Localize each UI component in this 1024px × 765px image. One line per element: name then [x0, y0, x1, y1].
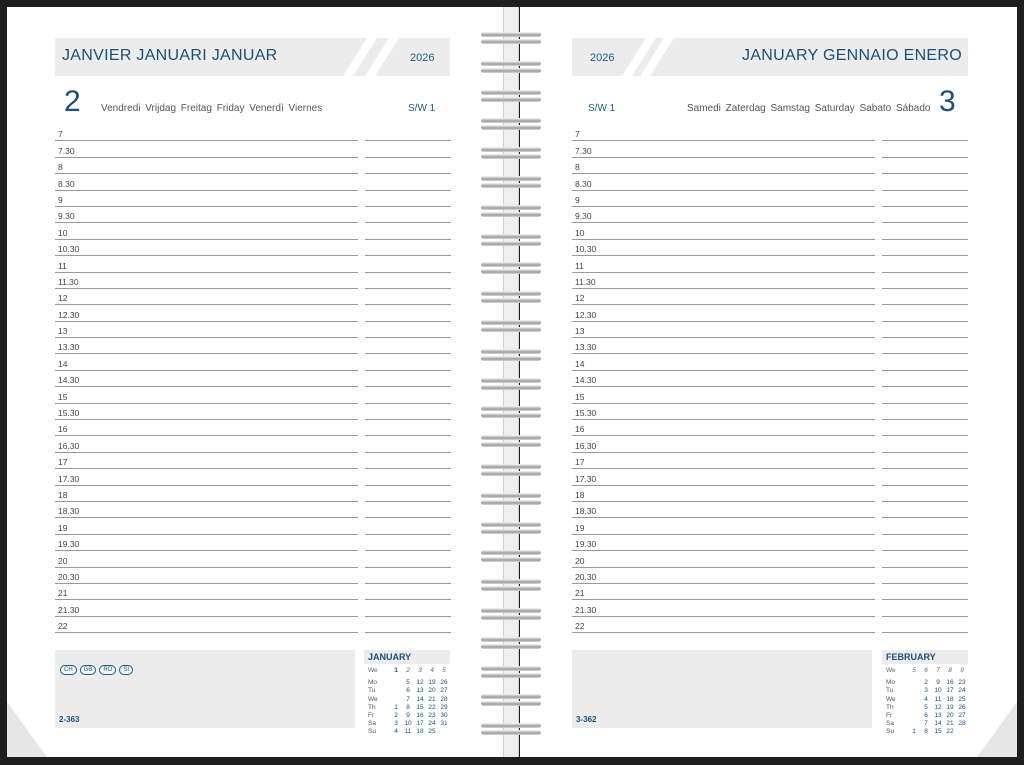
- time-label: 10.30: [58, 244, 80, 255]
- week-number: 2: [406, 667, 410, 674]
- time-label: 10.30: [575, 244, 597, 255]
- time-label: 12.30: [58, 309, 80, 320]
- spiral-ring: [481, 90, 541, 106]
- time-slot[interactable]: [55, 158, 451, 174]
- time-slot[interactable]: [572, 436, 968, 452]
- left-page-ref: 2-363: [59, 715, 80, 724]
- time-slot[interactable]: [572, 256, 968, 272]
- calendar-date: [956, 728, 968, 736]
- week-number-row: [364, 667, 450, 675]
- calendar-date[interactable]: 8: [406, 703, 410, 711]
- time-slot[interactable]: [572, 273, 968, 289]
- left-page-corner: [7, 702, 47, 757]
- time-slot[interactable]: [55, 436, 451, 452]
- time-label: 17: [58, 457, 68, 468]
- time-label: 22: [58, 621, 68, 632]
- spiral-ring: [481, 550, 541, 566]
- calendar-date: [908, 679, 920, 687]
- calendar-date[interactable]: 4: [924, 695, 928, 703]
- time-label: 8.30: [58, 178, 75, 189]
- time-slot[interactable]: [55, 289, 451, 305]
- time-slot[interactable]: [55, 223, 451, 239]
- time-label: 13.30: [58, 342, 80, 353]
- time-slot[interactable]: [55, 469, 451, 485]
- week-number: 6: [924, 667, 928, 674]
- calendar-date[interactable]: 26: [958, 703, 966, 711]
- calendar-date[interactable]: 6: [406, 687, 410, 695]
- calendar-day-row: [364, 720, 450, 728]
- calendar-date[interactable]: 18: [946, 695, 954, 703]
- time-slot[interactable]: [572, 223, 968, 239]
- calendar-date[interactable]: 4: [394, 728, 398, 736]
- time-label: 9: [575, 194, 580, 205]
- time-label: 18.30: [58, 506, 80, 517]
- time-slot[interactable]: [55, 371, 451, 387]
- spiral-ring: [481, 608, 541, 624]
- calendar-day-row: [364, 704, 450, 712]
- spiral-ring: [481, 147, 541, 163]
- time-label: 19: [58, 522, 68, 533]
- time-label: 11.30: [58, 276, 79, 287]
- spiral-ring: [481, 378, 541, 394]
- calendar-day-row: [882, 712, 968, 720]
- weekday-label: Sa: [886, 720, 894, 728]
- calendar-date[interactable]: 5: [406, 679, 410, 687]
- calendar-date[interactable]: 15: [934, 728, 942, 736]
- january-mini-calendar: [364, 650, 450, 736]
- spiral-ring: [481, 435, 541, 451]
- time-label: 13: [575, 326, 585, 337]
- calendar-date[interactable]: 17: [416, 720, 424, 728]
- time-label: 13: [58, 326, 68, 337]
- time-label: 15.30: [58, 408, 80, 419]
- time-slot[interactable]: [55, 600, 451, 616]
- time-label: 7.30: [575, 145, 592, 156]
- time-slot[interactable]: [572, 338, 968, 354]
- calendar-date[interactable]: 3: [394, 720, 398, 728]
- time-label: 15.30: [575, 408, 597, 419]
- time-label: 8.30: [575, 178, 592, 189]
- time-slot[interactable]: [55, 174, 451, 190]
- calendar-day-row: [364, 687, 450, 695]
- spiral-ring: [481, 176, 541, 192]
- calendar-date[interactable]: 9: [936, 679, 940, 687]
- time-label: 12: [575, 293, 585, 304]
- time-label: 10: [58, 227, 68, 238]
- week-label: We: [886, 667, 896, 674]
- calendar-date[interactable]: 18: [416, 728, 424, 736]
- week-number: 5: [912, 667, 916, 674]
- week-label: We: [368, 667, 378, 674]
- time-slot[interactable]: [572, 486, 968, 502]
- time-label: 11: [58, 260, 67, 271]
- time-slot[interactable]: [572, 617, 968, 633]
- calendar-date: [908, 687, 920, 695]
- calendar-day-row: [882, 696, 968, 704]
- calendar-day-row: [364, 696, 450, 704]
- time-slot[interactable]: [572, 387, 968, 403]
- calendar-date[interactable]: 23: [428, 711, 436, 719]
- time-slot[interactable]: [572, 158, 968, 174]
- spiral-ring: [481, 723, 541, 739]
- calendar-date[interactable]: 6: [924, 711, 928, 719]
- left-time-slots: [55, 125, 451, 633]
- calendar-date[interactable]: 23: [958, 679, 966, 687]
- time-slot[interactable]: [572, 469, 968, 485]
- time-label: 18: [58, 489, 68, 500]
- time-label: 14.30: [575, 375, 597, 386]
- weekday-label: We: [368, 695, 378, 703]
- right-month-title: JANUARY GENNAIO ENERO: [742, 47, 962, 64]
- left-day-names: Vendredi Vrijdag Freitag Friday Venerdì Viernes: [101, 103, 323, 114]
- left-day-number: 2: [64, 85, 81, 118]
- time-label: 9: [58, 194, 63, 205]
- calendar-date[interactable]: 12: [416, 679, 424, 687]
- time-slot[interactable]: [55, 486, 451, 502]
- calendar-date[interactable]: 29: [440, 703, 448, 711]
- time-slot[interactable]: [572, 141, 968, 157]
- calendar-date[interactable]: 10: [934, 687, 942, 695]
- week-number: 8: [948, 667, 952, 674]
- flag-ro: RO: [99, 665, 116, 675]
- time-label: 19: [575, 522, 585, 533]
- time-slot[interactable]: [55, 207, 451, 223]
- weekday-label: Th: [368, 703, 376, 711]
- right-time-slots: [572, 125, 968, 633]
- time-slot[interactable]: [55, 551, 451, 567]
- calendar-date[interactable]: 16: [946, 679, 954, 687]
- flag-ch: CH: [60, 665, 77, 675]
- time-slot[interactable]: [572, 518, 968, 534]
- calendar-date: [908, 696, 920, 704]
- spiral-ring: [481, 666, 541, 682]
- right-day-names: Samedi Zaterdag Samstag Saturday Sabato Sábado: [687, 103, 931, 114]
- time-slot[interactable]: [572, 371, 968, 387]
- left-week-label: S/W 1: [408, 103, 436, 114]
- time-slot[interactable]: [55, 141, 451, 157]
- holiday-flags: [60, 658, 136, 676]
- calendar-date[interactable]: 25: [428, 728, 436, 736]
- calendar-date: [390, 687, 402, 695]
- spiral-binding: [477, 0, 547, 765]
- calendar-date[interactable]: 19: [946, 703, 954, 711]
- weekday-label: Su: [886, 728, 894, 736]
- calendar-day-row: [882, 679, 968, 687]
- time-slot[interactable]: [572, 289, 968, 305]
- time-label: 10: [575, 227, 585, 238]
- right-page-corner: [977, 702, 1017, 757]
- time-label: 16.30: [58, 440, 80, 451]
- week-number: 4: [430, 667, 434, 674]
- time-label: 16: [575, 424, 585, 435]
- weekday-label: Fr: [886, 711, 893, 719]
- calendar-date[interactable]: 7: [406, 695, 410, 703]
- time-label: 12.30: [575, 309, 597, 320]
- calendar-date[interactable]: 21: [428, 695, 436, 703]
- left-page: [7, 7, 504, 757]
- spiral-ring: [481, 32, 541, 48]
- time-label: 7: [575, 129, 580, 140]
- calendar-date[interactable]: 13: [934, 711, 942, 719]
- calendar-date[interactable]: 31: [440, 720, 448, 728]
- flag-si: SI: [119, 665, 133, 675]
- time-slot[interactable]: [55, 518, 451, 534]
- calendar-date[interactable]: 20: [428, 687, 436, 695]
- spiral-ring: [481, 118, 541, 134]
- time-slot[interactable]: [572, 207, 968, 223]
- spiral-ring: [481, 522, 541, 538]
- calendar-day-row: [882, 728, 968, 736]
- spiral-ring: [481, 262, 541, 278]
- spiral-ring: [481, 579, 541, 595]
- time-slot[interactable]: [55, 502, 451, 518]
- spiral-ring: [481, 291, 541, 307]
- time-label: 15: [58, 391, 68, 402]
- time-label: 20: [575, 555, 585, 566]
- time-slot[interactable]: [572, 535, 968, 551]
- weekday-label: Su: [368, 728, 376, 736]
- time-label: 15: [575, 391, 585, 402]
- spiral-ring: [481, 205, 541, 221]
- calendar-date[interactable]: 28: [958, 720, 966, 728]
- time-slot[interactable]: [55, 338, 451, 354]
- flag-gb: GB: [80, 665, 97, 675]
- weekday-label: Mo: [368, 679, 378, 687]
- calendar-date[interactable]: 9: [406, 711, 410, 719]
- spiral-ring: [481, 349, 541, 365]
- calendar-date: [908, 704, 920, 712]
- week-number: 9: [960, 667, 964, 674]
- time-slot[interactable]: [572, 191, 968, 207]
- time-slot[interactable]: [572, 240, 968, 256]
- time-label: 12: [58, 293, 68, 304]
- calendar-date[interactable]: 1: [394, 703, 398, 711]
- time-slot[interactable]: [55, 240, 451, 256]
- calendar-date[interactable]: 24: [958, 687, 966, 695]
- week-number: 7: [936, 667, 940, 674]
- calendar-date[interactable]: 3: [924, 687, 928, 695]
- time-label: 17: [575, 457, 585, 468]
- time-label: 13.30: [575, 342, 597, 353]
- time-label: 14: [575, 358, 585, 369]
- time-slot[interactable]: [55, 191, 451, 207]
- calendar-date[interactable]: 27: [440, 687, 448, 695]
- spiral-ring: [481, 320, 541, 336]
- time-label: 20: [58, 555, 68, 566]
- calendar-date[interactable]: 28: [440, 695, 448, 703]
- time-slot[interactable]: [55, 387, 451, 403]
- slot-notes-line: [882, 632, 968, 633]
- calendar-date: [908, 712, 920, 720]
- time-label: 22: [575, 621, 585, 632]
- time-label: 16.30: [575, 440, 597, 451]
- time-slot[interactable]: [55, 322, 451, 338]
- weekday-label: Tu: [368, 687, 376, 695]
- calendar-date[interactable]: 7: [924, 720, 928, 728]
- right-page-ref: 3-362: [576, 715, 597, 724]
- slot-line: [55, 632, 358, 633]
- time-label: 14: [58, 358, 68, 369]
- calendar-date: [390, 679, 402, 687]
- calendar-date[interactable]: 15: [416, 703, 424, 711]
- spiral-ring: [481, 61, 541, 77]
- time-slot[interactable]: [55, 420, 451, 436]
- time-slot[interactable]: [55, 568, 451, 584]
- time-label: 19.30: [58, 539, 80, 550]
- time-label: 17.30: [58, 473, 80, 484]
- calendar-date[interactable]: 10: [404, 720, 412, 728]
- time-label: 21.30: [58, 604, 80, 615]
- left-month-title: JANVIER JANUARI JANUAR: [62, 47, 278, 64]
- calendar-date[interactable]: 12: [934, 703, 942, 711]
- time-slot[interactable]: [572, 551, 968, 567]
- time-label: 20.30: [575, 571, 597, 582]
- left-page-header: [55, 38, 450, 76]
- time-label: 21: [575, 588, 585, 599]
- slot-line: [572, 632, 875, 633]
- weekday-label: Tu: [886, 687, 894, 695]
- calendar-date[interactable]: 27: [958, 711, 966, 719]
- time-slot[interactable]: [55, 404, 451, 420]
- calendar-date[interactable]: 13: [416, 687, 424, 695]
- time-slot[interactable]: [572, 404, 968, 420]
- time-slot[interactable]: [572, 502, 968, 518]
- mini-calendar-title: JANUARY: [364, 650, 450, 664]
- weekday-label: Th: [886, 703, 894, 711]
- spiral-ring: [481, 234, 541, 250]
- weekday-label: Fr: [368, 711, 375, 719]
- time-slot[interactable]: [55, 354, 451, 370]
- right-day-number: 3: [939, 85, 956, 118]
- time-slot[interactable]: [572, 322, 968, 338]
- time-label: 11.30: [575, 276, 596, 287]
- calendar-date[interactable]: 21: [946, 720, 954, 728]
- calendar-date[interactable]: 11: [404, 728, 412, 736]
- time-label: 8: [575, 162, 580, 173]
- calendar-date[interactable]: 2: [924, 679, 928, 687]
- time-label: 7: [58, 129, 63, 140]
- calendar-day-row: [882, 720, 968, 728]
- time-label: 16: [58, 424, 68, 435]
- calendar-date[interactable]: 17: [946, 687, 954, 695]
- time-slot[interactable]: [572, 305, 968, 321]
- time-label: 14.30: [58, 375, 80, 386]
- calendar-date[interactable]: 24: [428, 720, 436, 728]
- time-label: 20.30: [58, 571, 80, 582]
- week-number: 3: [418, 667, 422, 674]
- calendar-day-row: [882, 704, 968, 712]
- time-slot[interactable]: [572, 453, 968, 469]
- time-slot[interactable]: [572, 174, 968, 190]
- right-page-header: [572, 38, 968, 76]
- calendar-date[interactable]: 11: [934, 695, 942, 703]
- time-label: 8: [58, 162, 63, 173]
- time-label: 9.30: [575, 211, 592, 222]
- february-mini-calendar: [882, 650, 968, 736]
- weekday-label: Sa: [368, 720, 376, 728]
- calendar-date[interactable]: 14: [934, 720, 942, 728]
- spiral-ring: [481, 637, 541, 653]
- calendar-date[interactable]: 1: [912, 728, 916, 736]
- calendar-day-row: [364, 712, 450, 720]
- time-slot[interactable]: [572, 600, 968, 616]
- time-label: 19.30: [575, 539, 597, 550]
- left-notes-box[interactable]: [55, 650, 355, 728]
- time-label: 11: [575, 260, 584, 271]
- spiral-ring: [481, 464, 541, 480]
- right-page: [520, 7, 1017, 757]
- time-slot[interactable]: [572, 354, 968, 370]
- calendar-date[interactable]: 26: [440, 679, 448, 687]
- calendar-date: [908, 720, 920, 728]
- calendar-date[interactable]: 14: [416, 695, 424, 703]
- time-slot[interactable]: [55, 256, 451, 272]
- time-slot[interactable]: [572, 584, 968, 600]
- calendar-date[interactable]: 16: [416, 711, 424, 719]
- time-label: 17.30: [575, 473, 597, 484]
- right-week-label: S/W 1: [588, 103, 616, 114]
- time-slot[interactable]: [55, 584, 451, 600]
- weekday-label: Mo: [886, 679, 896, 687]
- time-slot[interactable]: [572, 420, 968, 436]
- time-label: 9.30: [58, 211, 75, 222]
- time-label: 18.30: [575, 506, 597, 517]
- right-year: 2026: [590, 52, 615, 64]
- time-slot[interactable]: [55, 273, 451, 289]
- spiral-ring: [481, 406, 541, 422]
- calendar-date[interactable]: 22: [946, 728, 954, 736]
- week-number-row: [882, 667, 968, 675]
- calendar-day-row: [364, 728, 450, 736]
- weekday-label: We: [886, 695, 896, 703]
- calendar-date[interactable]: 30: [440, 711, 448, 719]
- time-label: 21: [58, 588, 68, 599]
- calendar-date[interactable]: 22: [428, 703, 436, 711]
- calendar-date: [438, 728, 450, 736]
- time-label: 18: [575, 489, 585, 500]
- calendar-date[interactable]: 20: [946, 711, 954, 719]
- calendar-date[interactable]: 19: [428, 679, 436, 687]
- time-slot[interactable]: [572, 568, 968, 584]
- time-slot[interactable]: [55, 305, 451, 321]
- week-number: 1: [394, 667, 398, 674]
- calendar-date[interactable]: 5: [924, 703, 928, 711]
- slot-notes-line: [365, 632, 451, 633]
- calendar-date[interactable]: 2: [394, 711, 398, 719]
- week-number: 5: [442, 667, 446, 674]
- time-slot[interactable]: [55, 617, 451, 633]
- time-slot[interactable]: [572, 125, 968, 141]
- time-slot[interactable]: [55, 453, 451, 469]
- time-slot[interactable]: [55, 125, 451, 141]
- mini-calendar-title: FEBRUARY: [882, 650, 968, 664]
- time-label: 7.30: [58, 145, 75, 156]
- left-year: 2026: [410, 52, 435, 64]
- right-notes-box[interactable]: [572, 650, 872, 728]
- time-label: 21.30: [575, 604, 597, 615]
- calendar-day-row: [882, 687, 968, 695]
- calendar-date[interactable]: 8: [924, 728, 928, 736]
- calendar-date: [390, 696, 402, 704]
- calendar-date[interactable]: 25: [958, 695, 966, 703]
- calendar-day-row: [364, 679, 450, 687]
- spiral-ring: [481, 493, 541, 509]
- spiral-ring: [481, 694, 541, 710]
- time-slot[interactable]: [55, 535, 451, 551]
